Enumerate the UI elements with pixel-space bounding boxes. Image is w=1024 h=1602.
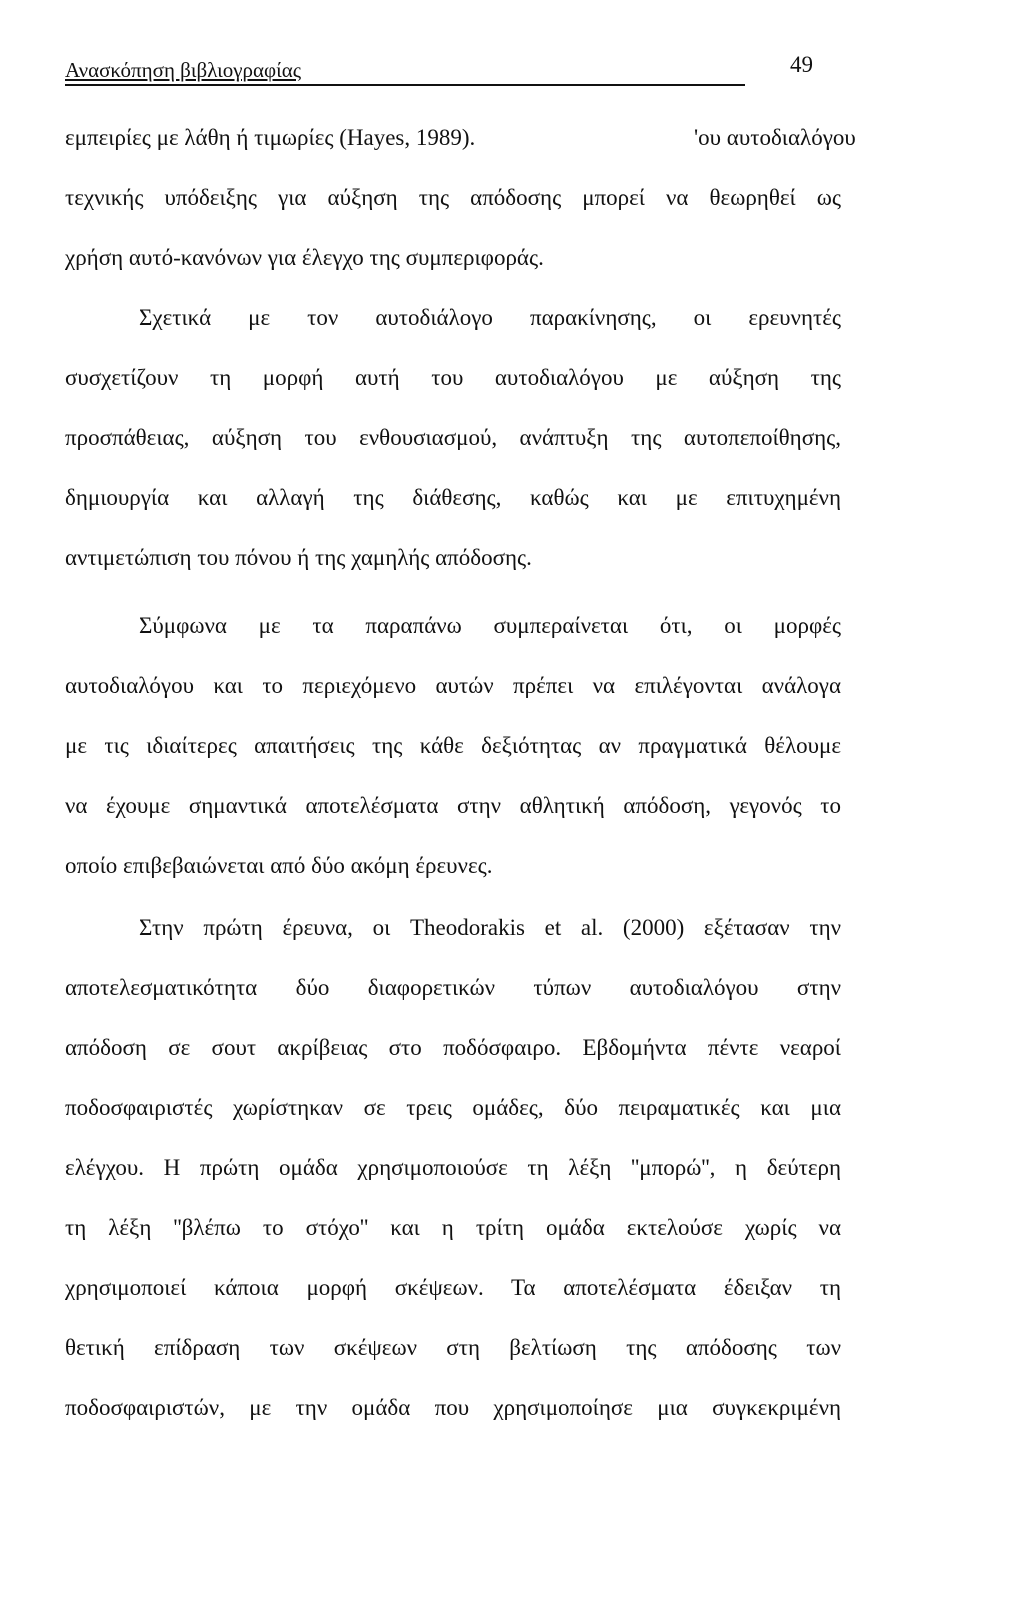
- text-line: αποτελεσματικότητα δύο διαφορετικών τύπων αυτοδιαλόγου στην: [65, 975, 841, 1000]
- text-line: δημιουργία και αλλαγή της διάθεσης, καθώς και με επιτυχημένη: [65, 485, 841, 510]
- text-line: θετική επίδραση των σκέψεων στη βελτίωση της απόδοσης των: [65, 1335, 841, 1360]
- text-line: ποδοσφαιριστών, με την ομάδα που χρησιμοποίησε μια συγκεκριμένη: [65, 1395, 841, 1420]
- text-line: αντιμετώπιση του πόνου ή της χαμηλής απόδοσης.: [65, 545, 532, 570]
- text-line: τη λέξη ''βλέπω το στόχο'' και η τρίτη ομάδα εκτελούσε χωρίς να: [65, 1215, 841, 1240]
- text-line: χρήση αυτό-κανόνων για έλεγχο της συμπεριφοράς.: [65, 245, 544, 270]
- text-line: συσχετίζουν τη μορφή αυτή του αυτοδιαλόγου με αύξηση της: [65, 365, 841, 390]
- running-title: Ανασκόπηση βιβλιογραφίας: [65, 58, 302, 82]
- running-header: [65, 50, 745, 86]
- text-line: χρησιμοποιεί κάποια μορφή σκέψεων. Τα αποτελέσματα έδειξαν τη: [65, 1275, 841, 1300]
- text-line-fragment-right: 'ου αυτοδιαλόγου: [694, 125, 856, 150]
- text-line: να έχουμε σημαντικά αποτελέσματα στην αθλητική απόδοση, γεγονός το: [65, 793, 841, 818]
- text-line: προσπάθειας, αύξηση του ενθουσιασμού, ανάπτυξη της αυτοπεποίθησης,: [65, 425, 841, 450]
- text-line: απόδοση σε σουτ ακρίβειας στο ποδόσφαιρο. Εβδομήντα πέντε νεαροί: [65, 1035, 841, 1060]
- paragraph-first-line: Στην πρώτη έρευνα, οι Theodorakis et al. (2000) εξέτασαν την: [139, 915, 841, 940]
- text-line: ποδοσφαιριστές χωρίστηκαν σε τρεις ομάδες, δύο πειραματικές και μια: [65, 1095, 841, 1120]
- page-number: 49: [790, 52, 813, 77]
- paragraph-first-line: Σύμφωνα με τα παραπάνω συμπεραίνεται ότι, οι μορφές: [139, 613, 841, 638]
- paragraph-first-line: Σχετικά με τον αυτοδιάλογο παρακίνησης, οι ερευνητές: [139, 305, 841, 330]
- text-line: τεχνικής υπόδειξης για αύξηση της απόδοσης μπορεί να θεωρηθεί ως: [65, 185, 841, 210]
- text-line: αυτοδιαλόγου και το περιεχόμενο αυτών πρέπει να επιλέγονται ανάλογα: [65, 673, 841, 698]
- text-line: οποίο επιβεβαιώνεται από δύο ακόμη έρευνες.: [65, 853, 493, 878]
- text-line: ελέγχου. Η πρώτη ομάδα χρησιμοποιούσε τη λέξη ''μπορώ'', η δεύτερη: [65, 1155, 841, 1180]
- text-line: με τις ιδιαίτερες απαιτήσεις της κάθε δεξιότητας αν πραγματικά θέλουμε: [65, 733, 841, 758]
- text-line-fragment-left: εμπειρίες με λάθη ή τιμωρίες (Hayes, 1989).: [65, 125, 476, 150]
